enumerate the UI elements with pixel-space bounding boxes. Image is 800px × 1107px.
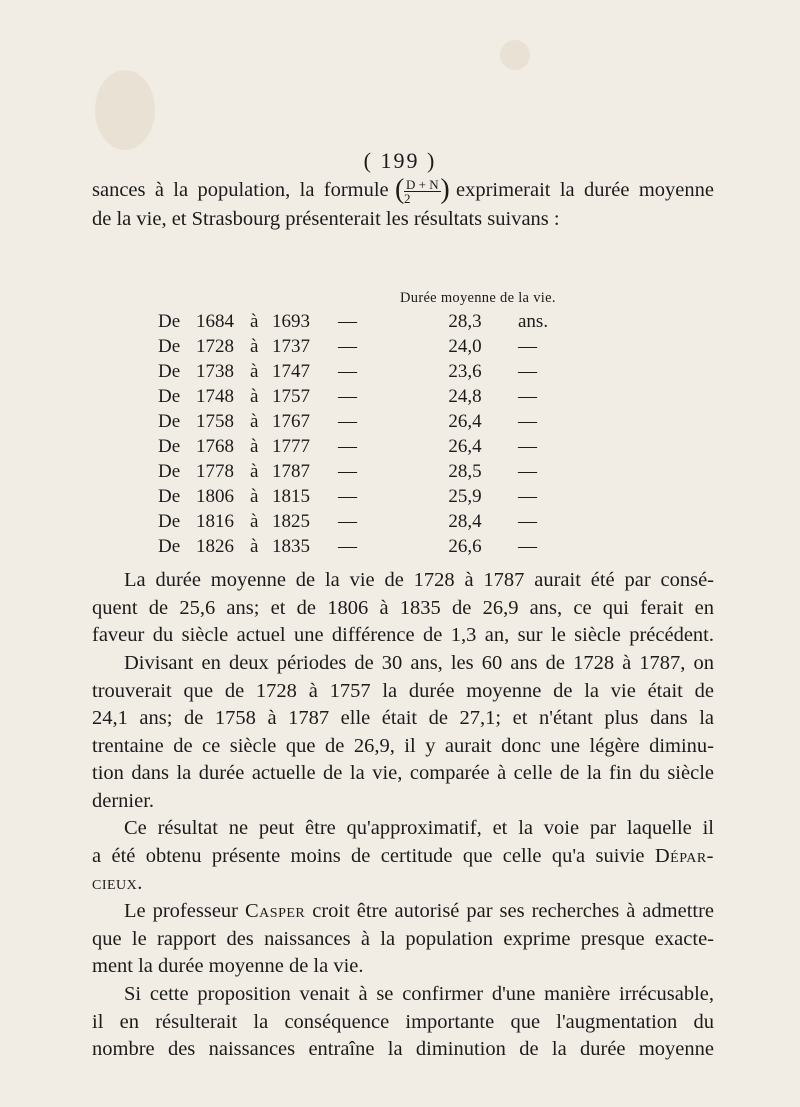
table-row (158, 486, 718, 511)
intro-line-1 (92, 177, 714, 205)
paper-stain (95, 70, 155, 150)
row-start-year: 1806 (196, 486, 234, 507)
row-de-label: De (158, 486, 181, 507)
table-header: Durée moyenne de la vie. (400, 290, 556, 306)
table-row (158, 311, 718, 336)
row-duration-value: 24,8 (448, 386, 482, 407)
row-dash: — (338, 311, 357, 332)
row-duration-value: 26,4 (448, 411, 482, 432)
row-start-year: 1778 (196, 461, 234, 482)
page-number: ( 199 ) (363, 148, 437, 173)
row-end-year: 1757 (272, 386, 310, 407)
paragraph-1-line-3: faveur du siècle actuel une différence de 1,3 an, sur le siècle précédent. (92, 624, 714, 646)
table-row (158, 461, 718, 486)
row-start-year: 1738 (196, 361, 234, 382)
row-duration-value: 28,3 (448, 311, 482, 332)
row-start-year: 1684 (196, 311, 234, 332)
row-start-year: 1748 (196, 386, 234, 407)
paragraph-3-line-2-text: a été obtenu présente moins de certitude que celle qu'a suivie (92, 844, 645, 867)
row-duration-value: 28,5 (448, 461, 482, 482)
paragraph-1-line-2: quent de 25,6 ans; et de 1806 à 1835 de 26,9 ans, ce qui ferait en (92, 596, 714, 619)
formula-denominator: 2 (404, 190, 411, 206)
row-a-label: à (250, 386, 259, 407)
row-a-label: à (250, 461, 259, 482)
table-row (158, 336, 718, 361)
row-end-year: 1767 (272, 411, 310, 432)
paragraph-2-line-1: Divisant en deux périodes de 30 ans, les 60 ans de 1728 à 1787, on (124, 652, 714, 674)
row-de-label: De (158, 511, 181, 532)
row-de-label: De (158, 411, 181, 432)
paragraph-5 (92, 981, 714, 1064)
row-start-year: 1816 (196, 511, 234, 532)
paragraph-3-period: . (137, 872, 143, 894)
row-duration-value: 28,4 (448, 511, 482, 532)
paragraph-1-line-1: La durée moyenne de la vie de 1728 à 1787 aurait été par consé- (124, 569, 714, 591)
paragraph-5-line-1: Si cette proposition venait à se confirmer d'une manière irrécusable, (124, 983, 714, 1005)
row-unit: — (518, 461, 537, 482)
row-unit: — (518, 486, 537, 507)
author-name-departcieux-a: Dépar- (654, 844, 715, 867)
row-de-label: De (158, 536, 181, 557)
paragraph-4 (92, 898, 714, 981)
row-de-label: De (158, 336, 181, 357)
row-start-year: 1826 (196, 536, 234, 557)
row-de-label: De (158, 386, 181, 407)
life-expectancy-table (158, 311, 718, 561)
paragraph-4-text-after: croit être autorisé par ses recherches à admettre (312, 900, 715, 922)
table-row (158, 536, 718, 561)
row-end-year: 1835 (272, 536, 310, 557)
paragraph-5-line-3: nombre des naissances entraîne la diminution de la durée moyenne (92, 1038, 714, 1060)
row-dash: — (338, 411, 357, 432)
row-unit: — (518, 436, 537, 457)
paragraph-3-line-3 (92, 870, 714, 898)
row-duration-value: 26,4 (448, 436, 482, 457)
row-unit: — (518, 536, 537, 557)
paragraph-2-line-6: dernier. (92, 789, 155, 812)
row-a-label: à (250, 436, 259, 457)
row-duration-value: 23,6 (448, 361, 482, 382)
row-dash: — (338, 361, 357, 382)
row-end-year: 1747 (272, 361, 310, 382)
author-name-departcieux-b: cieux (92, 872, 138, 894)
table-row (158, 411, 718, 436)
row-a-label: à (250, 336, 259, 357)
paragraph-5-line-2: il en résulterait la conséquence importante que l'augmentation du (92, 1010, 714, 1033)
row-end-year: 1815 (272, 486, 310, 507)
row-dash: — (338, 386, 357, 407)
intro-line-2: de la vie, et Strasbourg présenterait les résultats suivans : (92, 208, 560, 230)
row-a-label: à (250, 361, 259, 382)
row-unit: — (518, 411, 537, 432)
row-end-year: 1737 (272, 336, 310, 357)
formula (398, 178, 447, 205)
paragraph-3-line-1: Ce résultat ne peut être qu'approximatif, et la voie par laquelle il (124, 817, 714, 839)
row-unit: — (518, 511, 537, 532)
author-name-casper: Casper (245, 900, 306, 922)
row-end-year: 1693 (272, 311, 310, 332)
paragraph-2-line-5: tion dans la durée actuelle de la vie, comparée à celle de la fin du siècle (92, 762, 714, 784)
intro-text-before-formula: sances à la population, la formule (92, 179, 389, 201)
table-row (158, 361, 718, 386)
paragraph-4-line-3: ment la durée moyenne de la vie. (92, 955, 364, 977)
intro-text-after-formula: exprimerait la durée moyenne (456, 179, 715, 201)
row-start-year: 1758 (196, 411, 234, 432)
row-de-label: De (158, 436, 181, 457)
row-end-year: 1787 (272, 461, 310, 482)
row-duration-value: 26,6 (448, 536, 482, 557)
row-unit: — (518, 361, 537, 382)
row-de-label: De (158, 311, 181, 332)
row-dash: — (338, 486, 357, 507)
row-unit: ans. (518, 311, 549, 332)
row-start-year: 1728 (196, 336, 234, 357)
row-a-label: à (250, 511, 259, 532)
paragraph-2-line-4: trentaine de ce siècle que de 26,9, il y aurait donc une légère diminu- (92, 734, 714, 757)
paper-stain (500, 40, 530, 70)
table-row (158, 436, 718, 461)
row-dash: — (338, 336, 357, 357)
paragraph-4-line-2: que le rapport des naissances à la population exprime presque exacte- (92, 927, 714, 950)
paragraph-2-line-3: 24,1 ans; de 1758 à 1787 elle était de 27,1; et n'étant plus dans la (92, 707, 714, 729)
table-row (158, 386, 718, 411)
row-unit: — (518, 386, 537, 407)
formula-numerator: ( D + N (406, 176, 439, 192)
row-unit: — (518, 336, 537, 357)
row-de-label: De (158, 461, 181, 482)
row-dash: — (338, 511, 357, 532)
row-a-label: à (250, 411, 259, 432)
table-row (158, 511, 718, 536)
row-a-label: à (250, 486, 259, 507)
paragraph-2-line-2: trouverait que de 1728 à 1757 la durée moyenne de la vie était de (92, 679, 714, 702)
row-duration-value: 25,9 (448, 486, 482, 507)
row-dash: — (338, 461, 357, 482)
paragraph-3-line-2 (92, 843, 714, 871)
row-a-label: à (250, 536, 259, 557)
row-dash: — (338, 436, 357, 457)
row-start-year: 1768 (196, 436, 234, 457)
row-end-year: 1825 (272, 511, 310, 532)
paragraph-2 (92, 650, 714, 815)
paragraph-4-text-before: Le professeur (124, 900, 238, 922)
paragraph-3 (92, 815, 714, 898)
row-dash: — (338, 536, 357, 557)
row-a-label: à (250, 311, 259, 332)
paragraph-4-line-1 (92, 898, 714, 926)
row-de-label: De (158, 361, 181, 382)
paragraph-1 (92, 567, 714, 650)
row-duration-value: 24,0 (448, 336, 482, 357)
row-end-year: 1777 (272, 436, 310, 457)
